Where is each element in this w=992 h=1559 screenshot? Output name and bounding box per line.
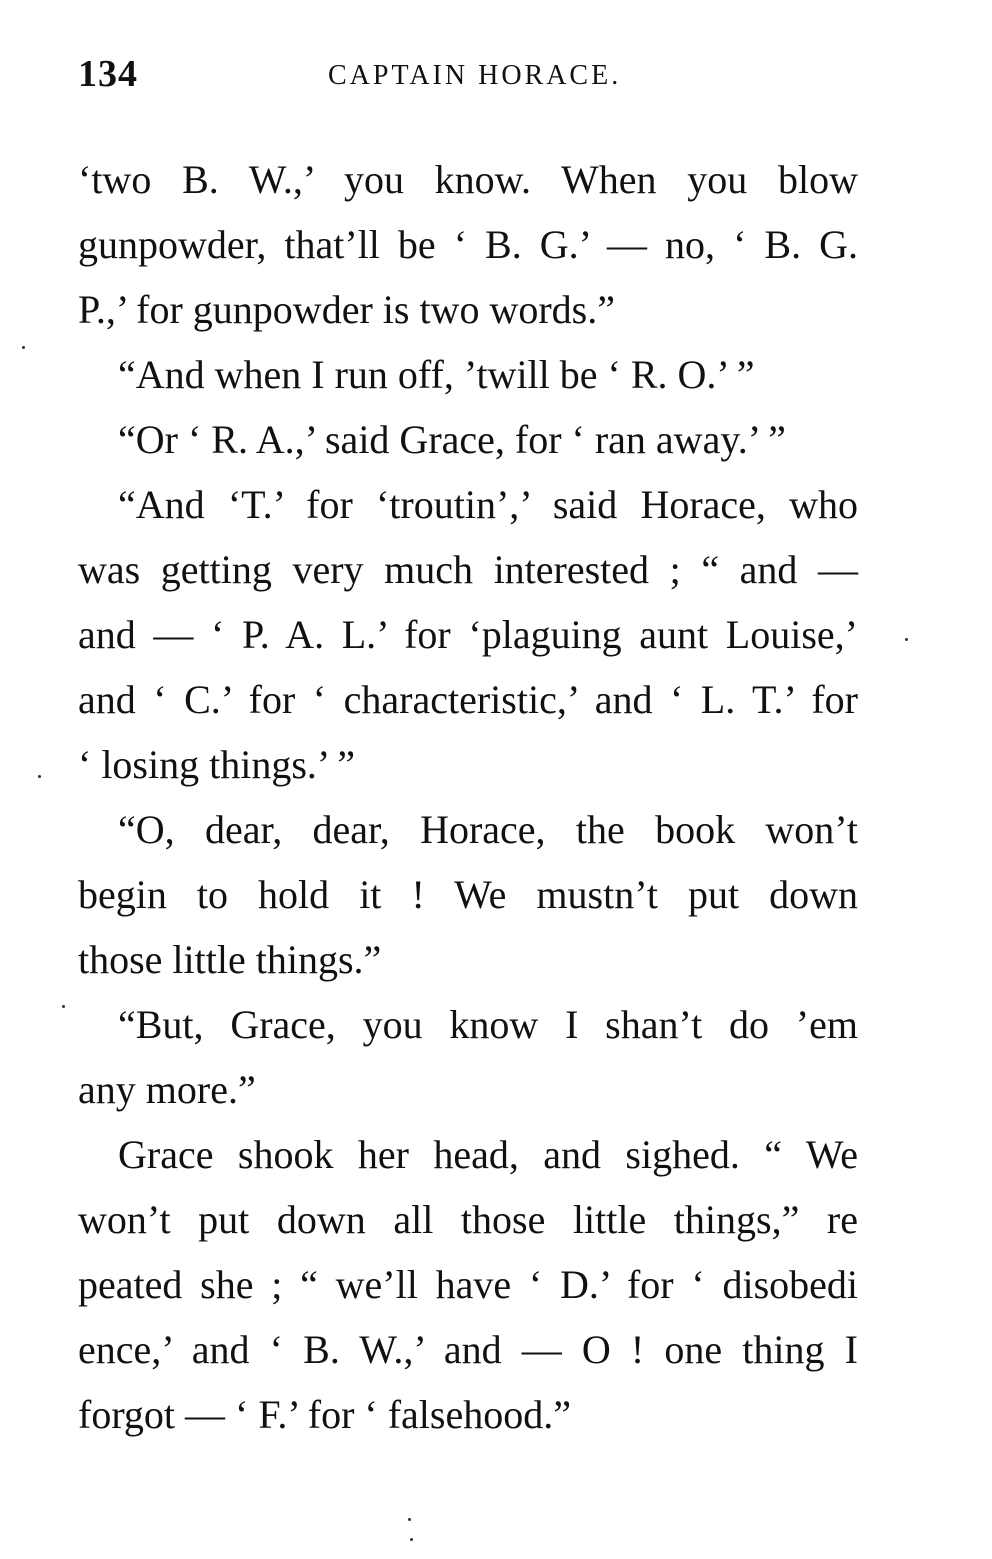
text-line: ence,’ and ‘ B. W.,’ and — O ! one thing I: [78, 1327, 858, 1372]
text-line: and — ‘ P. A. L.’ for ‘plaguing aunt Louise,’: [78, 612, 858, 657]
text-line: Grace shook her head, and sighed. “ We: [118, 1132, 858, 1177]
text-line: begin to hold it ! We mustn’t put down: [78, 872, 858, 917]
text-line: ‘ losing things.’ ”: [78, 742, 356, 787]
text-line: P.,’ for gunpowder is two words.”: [78, 287, 615, 332]
paper-speck: [410, 1538, 413, 1541]
text-line: those little things.”: [78, 937, 382, 982]
text-line: “O, dear, dear, Horace, the book won’t: [118, 807, 858, 852]
paper-speck: [22, 346, 25, 349]
text-line: “And when I run off, ’twill be ‘ R. O.’ ”: [118, 352, 755, 397]
text-line: forgot — ‘ F.’ for ‘ falsehood.”: [78, 1392, 571, 1437]
text-line: was getting very much interested ; “ and —: [78, 547, 858, 592]
paper-speck: [408, 1518, 411, 1521]
page-number: 134: [78, 53, 138, 95]
text-line: and ‘ C.’ for ‘ characteristic,’ and ‘ L. T.’ for: [78, 677, 858, 722]
text-line: peated she ; “ we’ll have ‘ D.’ for ‘ disobedi: [78, 1262, 858, 1307]
page-header: [78, 52, 858, 102]
text-line: “Or ‘ R. A.,’ said Grace, for ‘ ran away.’ ”: [118, 417, 786, 462]
paper-speck: [62, 1005, 65, 1008]
paper-speck: [905, 638, 908, 641]
paper-speck: [38, 775, 41, 778]
text-line: ‘two B. W.,’ you know. When you blow: [78, 157, 858, 202]
running-head: CAPTAIN HORACE.: [328, 60, 622, 91]
text-line: “And ‘T.’ for ‘troutin’,’ said Horace, who: [118, 482, 858, 527]
text-line: won’t put down all those little things,” re: [78, 1197, 858, 1242]
text-line: gunpowder, that’ll be ‘ B. G.’ — no, ‘ B. G.: [78, 222, 858, 267]
text-line: any more.”: [78, 1067, 256, 1112]
text-line: “But, Grace, you know I shan’t do ’em: [118, 1002, 858, 1047]
